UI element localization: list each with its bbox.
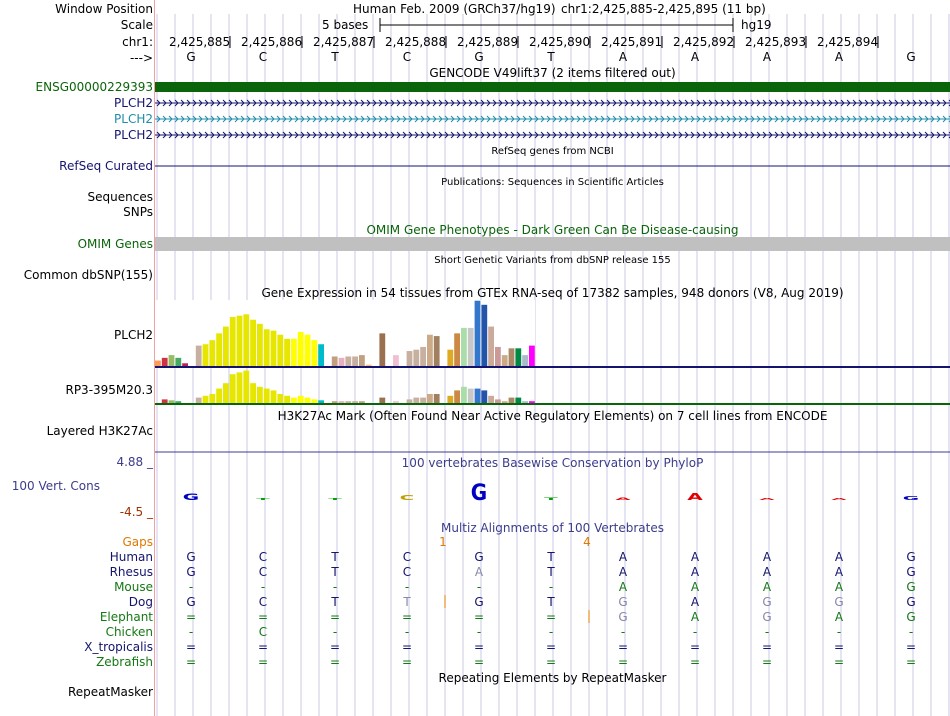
gtex-plch2-bar [175,358,181,366]
phylop-logo-glyph: T [328,497,342,501]
gaps-label: Gaps [122,535,153,549]
alignment-base-chicken: - [764,625,770,639]
gtex-rp3-bar [298,396,304,403]
gtex-rp3-bar [475,389,481,403]
gtex-plch2-bar [203,344,209,366]
alignment-base-human: T [331,550,339,564]
gtex-plch2-bar [447,350,453,366]
gtex-rp3-bar [311,399,317,403]
vert-cons-label[interactable]: 100 Vert. Cons [11,479,100,493]
alignment-base-human: T [547,550,555,564]
alignment-base-zebrafish: = [473,655,485,669]
reference-base: G [186,50,196,64]
gtex-rp3-bar [488,396,494,403]
alignment-base-elephant: A [690,610,700,624]
phylop-logo-glyph: T [256,497,270,501]
gtex-rp3-bar [345,401,351,403]
gtex-rp3-bar [318,400,324,403]
gtex-track-title[interactable]: Gene Expression in 54 tissues from GTEx RNA-seq of 17382 samples, 948 donors (V8, Aug 2019) [261,286,844,300]
gtex-rp3-bar [291,398,297,403]
alignment-base-chicken: - [692,625,698,639]
gtex-plch2-label[interactable]: PLCH2 [114,328,153,342]
alignment-base-zebrafish: = [617,655,629,669]
alignment-base-rhesus: G [906,565,916,579]
gtex-plch2-bar [243,314,249,366]
alignment-base-zebrafish: = [329,655,341,669]
alignment-base-dog: G [618,595,628,609]
scale-bar-label: 5 bases [322,18,369,32]
gtex-rp3-bar [284,396,290,403]
alignment-base-dog: T [331,595,339,609]
gtex-plch2-bar [495,347,501,366]
gtex-rp3-bar [495,399,501,403]
publications-track-title[interactable]: Publications: Sequences in Scientific Articles [441,177,664,188]
gtex-plch2-bar [311,340,317,366]
gencode-track-title[interactable]: GENCODE V49lift37 (2 items filtered out) [429,66,676,80]
alignment-base-rhesus: A [690,565,700,579]
alignment-base-mouse: - [332,580,338,594]
gtex-rp3-bar [196,398,202,403]
alignment-base-dog: G [906,595,916,609]
alignment-base-mouse: G [906,580,916,594]
window-position-value: chr1:2,425,885-2,425,895 (11 bp) [561,2,766,16]
phylop-track-title[interactable]: 100 vertebrates Basewise Conservation by PhyloP [401,456,704,470]
gtex-plch2-bar [230,317,236,366]
track-labels-column [0,0,153,716]
alignment-base-dog: G [834,595,844,609]
gtex-rp3-bar [379,398,385,403]
alignment-base-mouse: A [762,580,772,594]
gap-count: 4 [583,535,591,549]
alignment-base-chicken: - [620,625,626,639]
gtex-rp3-bar [277,394,283,403]
alignment-base-mouse: A [834,580,844,594]
alignment-base-zebrafish: = [905,655,917,669]
alignment-base-dog: A [690,595,700,609]
gtex-plch2-bar [468,328,474,366]
gtex-rp3-bar [502,401,508,403]
gtex-plch2-bar [393,355,399,366]
alignment-base-x_tropicalis: = [329,640,341,654]
alignment-base-x_tropicalis: = [473,640,485,654]
layered-h3k27ac-label[interactable]: Layered H3K27Ac [46,424,153,438]
snps-label[interactable]: SNPs [123,205,153,219]
alignment-base-x_tropicalis: = [257,640,269,654]
alignment-base-chicken: - [476,625,482,639]
alignment-base-x_tropicalis: = [545,640,557,654]
gtex-rp3-bar [509,398,515,403]
alignment-base-human: A [834,550,844,564]
alignment-base-elephant: = [401,610,413,624]
gencode-plch2-label-3[interactable]: PLCH2 [114,128,153,142]
alignment-base-x_tropicalis: = [761,640,773,654]
alignment-base-elephant: = [257,610,269,624]
gtex-plch2-bar [366,365,372,366]
alignment-base-mouse: A [690,580,700,594]
gencode-gene-bar [155,82,950,92]
omim-track-title[interactable]: OMIM Gene Phenotypes - Dark Green Can Be Disease-causing [366,223,739,237]
species-chicken-label[interactable]: Chicken [105,625,153,639]
gtex-plch2-bar [475,301,481,366]
alignment-base-rhesus: A [762,565,772,579]
sequences-label[interactable]: Sequences [87,190,153,204]
gtex-plch2-bar [291,339,297,366]
gencode-plch2-label-2[interactable]: PLCH2 [114,112,153,126]
gtex-rp3-bar [237,372,243,403]
alignment-base-zebrafish: = [185,655,197,669]
alignment-base-elephant: = [545,610,557,624]
gtex-plch2-bar [509,348,515,366]
alignment-base-zebrafish: = [401,655,413,669]
alignment-base-mouse: - [404,580,410,594]
phylop-logo-glyph: G [182,491,200,503]
gtex-rp3-bar [352,401,358,403]
gtex-rp3-bar [271,390,277,403]
gtex-rp3-bar [407,399,413,403]
gtex-plch2-bar [216,333,222,366]
alignment-base-zebrafish: = [257,655,269,669]
scale-label: Scale [120,18,153,32]
dbsnp-track-title[interactable]: Short Genetic Variants from dbSNP release 155 [434,255,671,266]
species-elephant-label[interactable]: Elephant [99,610,153,624]
gtex-plch2-bar [461,328,467,366]
alignment-base-elephant: G [762,610,772,624]
gtex-rp3-bar [203,396,209,403]
phylop-logo-glyph: G [470,480,488,506]
alignment-base-elephant: G [906,610,916,624]
position-tick-label: 2,425,888 [385,35,447,49]
species-rhesus-label[interactable]: Rhesus [109,565,153,579]
gtex-rp3-bar [169,400,175,403]
alignment-base-rhesus: C [402,565,412,579]
gtex-plch2-bar [427,335,433,366]
gtex-plch2-bar [318,344,324,366]
alignment-base-human: G [186,550,196,564]
gtex-plch2-bar [529,346,535,366]
gtex-plch2-bar [488,327,494,366]
gtex-rp3-bar [339,401,345,403]
gtex-rp3-bar [359,401,365,403]
alignment-base-dog: T [403,595,411,609]
reference-base: T [547,50,555,64]
gtex-plch2-bar [345,356,351,366]
alignment-base-dog: G [474,595,484,609]
gtex-plch2-bar [162,358,168,366]
alignment-base-mouse: A [618,580,628,594]
refseq-track-title[interactable]: RefSeq genes from NCBI [491,146,614,157]
alignment-base-chicken: C [258,625,268,639]
gtex-plch2-bar [332,356,338,366]
species-x-tropicalis-label[interactable]: X_tropicalis [84,640,153,654]
phylop-logo-glyph: G [902,495,920,502]
alignment-base-dog: G [186,595,196,609]
alignment-base-dog: G [762,595,772,609]
alignment-base-elephant: = [185,610,197,624]
reference-base: C [402,50,412,64]
alignment-base-x_tropicalis: = [617,640,629,654]
reference-base: A [690,50,700,64]
omim-genes-label[interactable]: OMIM Genes [77,237,153,251]
gtex-rp3-bar [434,394,440,403]
gtex-plch2-bar [434,336,440,366]
alignment-base-dog: T [547,595,555,609]
alignment-base-zebrafish: = [545,655,557,669]
alignment-base-zebrafish: = [689,655,701,669]
gtex-rp3-bar [393,401,399,403]
alignment-base-chicken: - [908,625,914,639]
position-tick-label: 2,425,890 [529,35,591,49]
reference-base: G [906,50,916,64]
browser-track-area[interactable] [155,0,950,716]
repeatmasker-label[interactable]: RepeatMasker [67,685,153,699]
alignment-base-rhesus: T [331,565,339,579]
chr-label: chr1: [122,35,153,49]
alignment-base-rhesus: A [474,565,484,579]
gtex-rp3-bar [454,390,460,403]
gtex-rp3-bar [243,371,249,403]
gtex-plch2-bar [379,333,385,366]
gtex-plch2-bar [522,355,528,366]
common-dbsnp-label[interactable]: Common dbSNP(155) [23,268,153,282]
gtex-plch2-bar [481,305,487,366]
alignment-base-zebrafish: = [833,655,845,669]
gtex-plch2-bar [155,361,161,366]
gtex-rp3-bar [515,398,521,403]
alignment-base-chicken: - [548,625,554,639]
gtex-rp3-bar [447,396,453,403]
alignment-base-elephant: = [473,610,485,624]
gtex-rp3-bar [522,401,528,403]
gtex-rp3-bar [223,383,229,403]
gtex-plch2-bar [257,324,263,366]
repeatmasker-track-title[interactable]: Repeating Elements by RepeatMasker [438,671,667,685]
phylop-logo-glyph: A [759,497,775,501]
gtex-plch2-bar [502,355,508,366]
position-tick-label: 2,425,889 [457,35,519,49]
gtex-rp3-bar [481,390,487,403]
gencode-plch2-label-1[interactable]: PLCH2 [114,96,153,110]
gtex-rp3-bar [427,394,433,403]
gtex-plch2-bar [305,335,311,366]
gtex-plch2-bar [237,316,243,366]
gtex-plch2-bar [284,339,290,366]
gtex-rp3-bar [175,401,181,403]
alignment-base-human: G [474,550,484,564]
phylop-logo-glyph: C [399,493,415,502]
alignment-base-x_tropicalis: = [689,640,701,654]
window-position-label: Window Position [55,2,153,16]
assembly-title: Human Feb. 2009 (GRCh37/hg19) [353,2,556,16]
gtex-plch2-bar [420,347,426,366]
alignment-base-rhesus: C [258,565,268,579]
strand-arrow-label: ---> [129,51,153,65]
phylop-logo-glyph: T [544,497,558,501]
gtex-rp3-bar [209,394,215,403]
phylop-logo-glyph: A [687,490,703,503]
alignment-base-mouse: - [476,580,482,594]
alignment-base-zebrafish: = [761,655,773,669]
gtex-rp3-bar [230,374,236,403]
alignment-base-x_tropicalis: = [833,640,845,654]
alignment-base-elephant: = [329,610,341,624]
reference-base: C [258,50,268,64]
species-dog-label[interactable]: Dog [128,595,153,609]
alignment-base-elephant: G [618,610,628,624]
gtex-plch2-bar [223,327,229,366]
position-tick-label: 2,425,885 [169,35,231,49]
gtex-rp3-bar [250,383,256,403]
position-tick-label: 2,425,891 [601,35,663,49]
gtex-plch2-bar [515,348,521,366]
gtex-plch2-bar [277,335,283,366]
position-tick-label: 2,425,887 [313,35,375,49]
gtex-plch2-bar [169,355,175,366]
gtex-rp3-bar [529,401,535,403]
alignment-base-human: G [906,550,916,564]
gtex-plch2-bar [264,329,270,366]
gtex-rp3-bar [413,398,419,403]
gtex-plch2-bar [209,340,215,366]
species-zebrafish-label[interactable]: Zebrafish [96,655,153,669]
gtex-plch2-bar [271,331,277,366]
gtex-plch2-bar [454,333,460,366]
gtex-plch2-bar [182,363,188,366]
reference-base: G [474,50,484,64]
alignment-base-human: C [258,550,268,564]
alignment-base-human: A [690,550,700,564]
h3k27ac-track-title[interactable]: H3K27Ac Mark (Often Found Near Active Regulatory Elements) on 7 cell lines from ENCODE [277,409,828,423]
gtex-rp3-bar [420,398,426,403]
gtex-plch2-bar [413,350,419,366]
alignment-base-human: C [402,550,412,564]
species-mouse-label[interactable]: Mouse [114,580,153,594]
reference-base: A [762,50,772,64]
alignment-base-dog: C [258,595,268,609]
alignment-base-human: A [762,550,772,564]
reference-base: A [618,50,628,64]
alignment-base-mouse: - [260,580,266,594]
position-tick-label: 2,425,886 [241,35,303,49]
gtex-plch2-bar [352,356,358,366]
gtex-plch2-bar [250,320,256,366]
species-human-label[interactable]: Human [109,550,153,564]
omim-gene-bar [155,237,950,251]
position-tick-label: 2,425,894 [817,35,879,49]
phylop-max-label: 4.88 _ [116,455,153,469]
alignment-base-rhesus: T [547,565,555,579]
gtex-plch2-bar [298,332,304,366]
gap-count: 1 [439,535,447,549]
position-tick-label: 2,425,893 [745,35,807,49]
gtex-rp3-bar [257,387,263,403]
alignment-base-rhesus: A [834,565,844,579]
alignment-base-chicken: - [836,625,842,639]
gtex-plch2-bar [407,351,413,366]
alignment-base-x_tropicalis: = [401,640,413,654]
phylop-logo-glyph: A [831,497,847,501]
alignment-base-x_tropicalis: = [185,640,197,654]
alignment-base-elephant: A [834,610,844,624]
gtex-plch2-bar [196,346,202,366]
alignment-base-rhesus: A [618,565,628,579]
gtex-rp3-bar [216,389,222,403]
alignment-base-chicken: - [188,625,194,639]
gtex-rp3-label[interactable]: RP3-395M20.3 [65,383,153,397]
refseq-curated-label[interactable]: RefSeq Curated [59,159,153,173]
alignment-base-mouse: - [188,580,194,594]
alignment-base-rhesus: G [186,565,196,579]
alignment-base-mouse: - [548,580,554,594]
scale-db-label: hg19 [741,18,772,32]
reference-base: A [834,50,844,64]
gencode-gene-id-label[interactable]: ENSG00000229393 [35,80,153,94]
reference-base: T [331,50,339,64]
gtex-rp3-bar [264,389,270,403]
alignment-base-chicken: - [332,625,338,639]
phylop-min-label: -4.5 _ [119,505,153,519]
position-tick-label: 2,425,892 [673,35,735,49]
gtex-plch2-bar [339,358,345,366]
alignment-base-human: A [618,550,628,564]
gtex-rp3-bar [162,399,168,403]
gtex-rp3-bar [461,387,467,403]
phylop-logo-glyph: A [615,497,631,501]
alignment-base-chicken: - [404,625,410,639]
multiz-track-title[interactable]: Multiz Alignments of 100 Vertebrates [440,521,665,535]
gtex-rp3-bar [305,398,311,403]
gtex-plch2-bar [359,355,365,366]
gtex-rp3-bar [468,389,474,403]
gtex-rp3-bar [332,401,338,403]
alignment-base-x_tropicalis: = [905,640,917,654]
